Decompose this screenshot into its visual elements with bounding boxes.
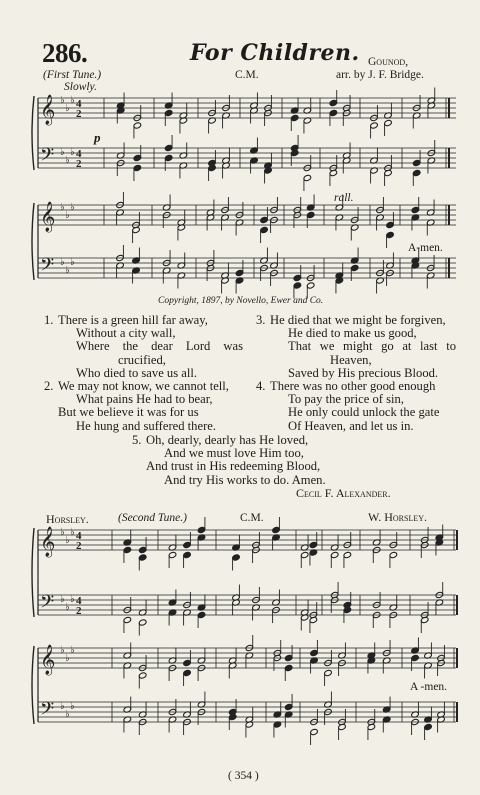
svg-text:♭: ♭ [70,645,75,656]
second-tune-amen: A -men. [410,681,448,693]
hymn-number: 286. [42,38,88,68]
svg-text:2: 2 [76,540,82,552]
svg-text:♭: ♭ [65,709,70,720]
svg-text:𝄞: 𝄞 [40,202,56,232]
copyright-notice: Copyright, 1897, by Novello, Ewer and Co. [158,296,324,306]
svg-text:♭: ♭ [60,594,65,605]
svg-text:♭: ♭ [65,535,70,546]
svg-text:♭: ♭ [65,155,70,166]
tempo-marking: Slowly. [64,81,97,93]
svg-text:𝄞: 𝄞 [40,95,56,125]
svg-text:♭: ♭ [60,147,65,158]
svg-text:♭: ♭ [65,602,70,613]
svg-text:4: 4 [76,595,82,607]
second-tune-label: (Second Tune.) [118,512,187,524]
svg-text:4: 4 [76,530,82,542]
rall-marking: rall. [334,192,354,204]
verse-2: 2. We may not know, we cannot tell, What pains He had to bear, But we believe it was for us He hung and suffered there. [44,379,229,433]
page-number: ( 354 ) [228,770,259,782]
verse-1: 1. There is a green hill far away, Without a city wall, Where the dear Lord was crucified, Who died to save us all. [44,313,243,380]
svg-text:2: 2 [76,108,82,120]
svg-text:♭: ♭ [60,645,65,656]
verse-3: 3. He died that we might be forgiven, He died to make us good, That we might go at last to Heaven, Saved by His precious Blood. [256,313,456,380]
second-tune-meter: C.M. [240,512,264,524]
svg-text:♭: ♭ [60,257,65,268]
dynamic-marking: p [94,130,101,145]
svg-text:4: 4 [76,98,82,110]
first-tune-amen: A-men. [408,242,443,254]
svg-text:♭: ♭ [65,210,70,221]
svg-text:♭: ♭ [65,265,70,276]
svg-text:♭: ♭ [70,594,75,605]
svg-text:4: 4 [76,148,82,160]
svg-text:♭: ♭ [60,527,65,538]
composer-name: Gounod, [368,56,409,68]
svg-text:♭: ♭ [70,147,75,158]
svg-text:𝄢: 𝄢 [40,699,55,724]
hymn-author: Cecil F. Alexander. [296,486,391,500]
svg-text:♭: ♭ [70,257,75,268]
svg-text:𝄢: 𝄢 [40,145,55,170]
second-tune-composer: W. Horsley. [368,510,428,524]
svg-text:𝄢: 𝄢 [40,592,55,617]
svg-text:♭: ♭ [60,701,65,712]
svg-text:𝄞: 𝄞 [40,645,56,675]
svg-text:♭: ♭ [65,103,70,114]
svg-text:♭: ♭ [70,202,75,213]
svg-text:♭: ♭ [70,95,75,106]
svg-text:♭: ♭ [60,202,65,213]
svg-text:♭: ♭ [65,653,70,664]
hymn-title: For Children. [190,40,360,66]
svg-text:♭: ♭ [70,701,75,712]
svg-text:2: 2 [76,605,82,617]
verse-5: 5. Oh, dearly, dearly has He loved, And we must love Him too, And trust in His redeeming Blood, And try His works to do. Amen. [132,433,326,487]
svg-text:♭: ♭ [70,527,75,538]
svg-text:♭: ♭ [60,95,65,106]
first-tune-meter: C.M. [235,69,259,81]
first-tune-label: (First Tune.) [43,69,102,81]
svg-text:𝄢: 𝄢 [40,255,55,280]
verse-4: 4. There was no other good enough To pay the price of sin, He only could unlock the gate Of Heaven, and let us in. [256,379,440,433]
svg-text:2: 2 [76,158,82,170]
svg-text:𝄞: 𝄞 [40,527,56,557]
arranger-credit: arr. by J. F. Bridge. [336,69,424,81]
second-tune-name: Horsley. [46,512,89,526]
